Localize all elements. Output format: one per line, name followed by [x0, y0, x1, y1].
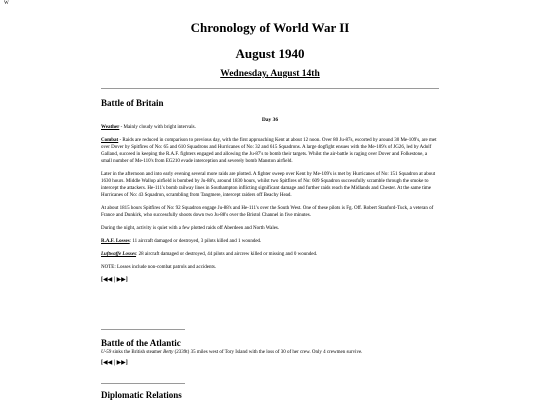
- afternoon-paragraph: Later in the afternoon and into early evening several more raids are plotted. A fighter sweep over Kent by Me-109's is met by Hurricanes of No: 151 Squadron at about 1630 hours. Middle Wallop airfield is bombed by Ju-88's, around 1830 hours, whilst two Spitfires of No: 609 Squadron successfully scramble through the smoke to intercept the attackers. He-111's bomb railway lines in Southampton inflicting significant damage and further raids reach the Midlands and Chester. At the same time Hurricanes of No: 43 Squadron, scrambling from Tangmere, intercept raiders off Beachy Head.: [101, 172, 436, 198]
- previous-day-link[interactable]: [◀◀: [101, 277, 113, 283]
- ship-name: Betty: [163, 350, 174, 355]
- section-heading-battle-of-atlantic: Battle of the Atlantic: [101, 338, 181, 348]
- night-paragraph: During the night, activity is quiet with a few plotted raids off Aberdeen and North Wales.: [101, 226, 280, 231]
- luftwaffe-losses-label: Luftwaffe Losses: [101, 252, 137, 257]
- nav-separator: |: [113, 277, 116, 283]
- next-day-link[interactable]: ▶▶]: [116, 277, 128, 283]
- nav-separator: |: [113, 360, 116, 366]
- section-heading-diplomatic-relations: Diplomatic Relations: [101, 390, 182, 400]
- weather-label: Weather: [101, 125, 120, 130]
- luftwaffe-losses-paragraph: [101, 251, 439, 258]
- combat-text: - Raids are reduced in comparison to previous day, with the first approaching Kent at about 12 noon. Over 80 Ju-87s, escorted by around 30 Me-109's, are met over Dover by Spitfires of No: 65 and 610 Squadrons and Hurricanes of No: 32 and 615 Squadrons. A large dogfight ensues with the Me-109's of JG26, led by Adolf Galland, succeed in keeping the R.A.F. fighters engaged and allowing the Ju-87's to bomb their targets. Whilst the air-battle is raging over Dover and Folkestone, a small number of Me-110's from EG210 evade interception and severely bomb Manston airfield.: [101, 138, 437, 164]
- atlantic-text-1: sinks the British steamer: [111, 350, 164, 355]
- day-navigation: [101, 276, 439, 284]
- combat-paragraph: [101, 137, 439, 165]
- diplomatic-section: [101, 390, 439, 401]
- divider: [101, 329, 185, 330]
- weather-paragraph: [101, 124, 439, 131]
- divider: [101, 383, 185, 384]
- next-day-link[interactable]: ▶▶]: [116, 360, 128, 366]
- uboat-name: U-59: [101, 350, 112, 355]
- raf-losses-paragraph: [101, 238, 439, 245]
- raf-losses-text: : 11 aircraft damaged or destroyed, 3 pilots killed and 1 wounded.: [129, 239, 262, 244]
- atlantic-paragraph: [101, 349, 439, 356]
- page-title: Chronology of World War II: [190, 20, 350, 35]
- section-heading-battle-of-britain: Battle of Britain: [101, 98, 164, 108]
- day-navigation: [101, 359, 439, 367]
- day-number: Day 36: [261, 117, 279, 123]
- weather-text: - Mainly cloudy with bright intervals.: [119, 125, 196, 130]
- battle-of-atlantic-section: [101, 338, 439, 367]
- atlantic-text-2: (2339t) 35 miles west of Tory Island with the loss of 30 of her crew. Only 4 crewmen survive.: [173, 350, 363, 355]
- evening-paragraph: At about 1815 hours Spitfires of No: 92 Squadron engage Ju-88's and He-111's over the South West. One of these pilots is Fg. Off. Robert Stanford-Tuck, a veteran of France and Dunkirk, who successfully shoots down two Ju-88's over the Bristol Channel in five minutes.: [101, 206, 434, 218]
- corner-mark: W: [4, 1, 9, 6]
- raf-losses-label: R.A.F. Losses: [101, 239, 130, 244]
- divider: [101, 88, 439, 89]
- page-date: Wednesday, August 14th: [220, 69, 320, 79]
- previous-day-link[interactable]: [◀◀: [101, 360, 113, 366]
- battle-of-britain-section: [101, 98, 439, 284]
- luftwaffe-losses-text: : 28 aircraft damaged or destroyed, 44 pilots and aircrew killed or missing and 0 wounded.: [136, 252, 318, 257]
- page-month: August 1940: [235, 46, 305, 61]
- combat-label: Combat: [101, 138, 119, 143]
- losses-note: NOTE: Losses include non-combat patrols and accidents.: [101, 265, 217, 270]
